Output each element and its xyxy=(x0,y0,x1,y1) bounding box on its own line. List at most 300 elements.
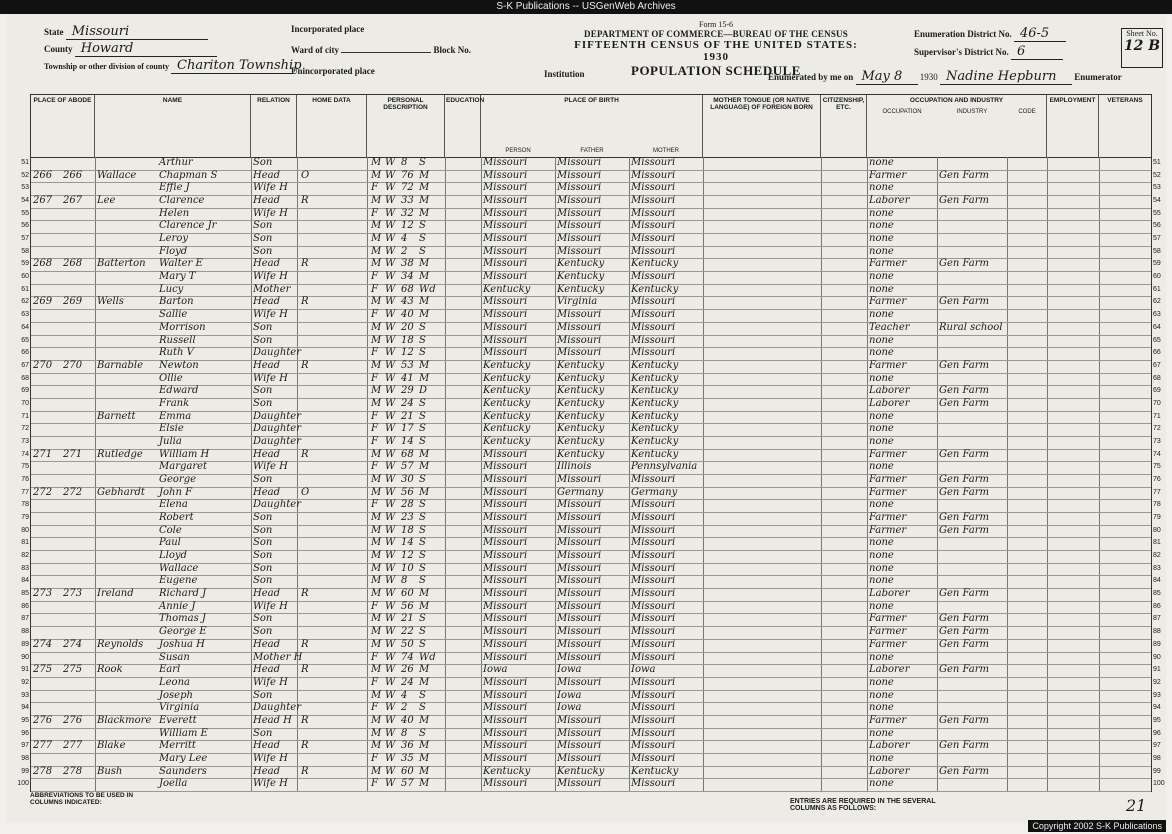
cell-birth: Missouri xyxy=(483,537,528,549)
cell-own xyxy=(301,284,315,296)
line-number: 52 xyxy=(21,171,29,179)
cell-surname xyxy=(97,753,159,765)
line-number: 57 xyxy=(21,235,29,243)
line-number-right: 54 xyxy=(1153,197,1161,205)
cell-rel: Mother H xyxy=(253,651,303,663)
cell-surname xyxy=(97,461,159,473)
line-number-right: 89 xyxy=(1153,640,1161,648)
line-number: 86 xyxy=(21,602,29,610)
cell-age: 35 xyxy=(401,752,414,764)
cell-rel: Wife H xyxy=(253,752,288,764)
cell-dw xyxy=(33,233,61,245)
incorporated-label: Incorporated place xyxy=(291,24,365,34)
supervisor-field xyxy=(914,44,1063,60)
cell-rel: Son xyxy=(253,512,273,524)
cell-rel: Head xyxy=(253,448,281,460)
cell-birth: Missouri xyxy=(483,588,528,600)
table-row xyxy=(21,689,1161,704)
line-number: 79 xyxy=(21,514,29,522)
line-number-right: 91 xyxy=(1153,666,1161,674)
col-name: NAME xyxy=(95,95,251,157)
cell-birth: Kentucky xyxy=(483,372,531,384)
line-number: 76 xyxy=(21,476,29,483)
cell-race: W xyxy=(385,157,396,168)
table-row xyxy=(21,258,1161,272)
cell-age: 43 xyxy=(401,296,414,308)
cell-rel: Wife H xyxy=(253,207,288,219)
line-number-right: 71 xyxy=(1153,412,1161,420)
cell-own: R xyxy=(301,638,309,650)
cell-fam xyxy=(63,347,93,359)
cell-race: W xyxy=(385,397,396,409)
cell-dw xyxy=(33,626,61,638)
cell-father: Kentucky xyxy=(557,283,605,295)
cell-mar: S xyxy=(419,727,426,739)
cell-surname: Barnable xyxy=(97,359,144,371)
cell-birth: Missouri xyxy=(483,271,528,283)
cell-race: W xyxy=(385,271,396,283)
cell-given: John F xyxy=(159,486,193,498)
cell-race: W xyxy=(385,410,396,422)
line-number: 96 xyxy=(21,729,29,737)
cell-mar: S xyxy=(419,499,426,511)
cell-own: R xyxy=(301,296,309,308)
line-number-right: 95 xyxy=(1153,716,1161,724)
cell-mar: S xyxy=(419,512,426,524)
line-number: 88 xyxy=(21,628,29,636)
cell-own: R xyxy=(301,359,309,371)
cell-race: W xyxy=(385,714,396,726)
cell-ind xyxy=(939,208,1007,220)
cell-age: 28 xyxy=(401,499,414,511)
col-mother: MOTHER xyxy=(653,148,679,154)
cell-fam xyxy=(63,728,93,740)
line-number: 97 xyxy=(21,742,29,750)
cell-fam xyxy=(63,575,93,587)
cell-occ: none xyxy=(869,752,894,764)
cell-occ: none xyxy=(869,207,894,219)
column-headers xyxy=(31,95,1151,158)
cell-given: Helen xyxy=(159,207,190,219)
cell-ind: Rural school xyxy=(939,321,1003,333)
cell-occ: none xyxy=(869,499,894,511)
cell-race: W xyxy=(385,296,396,308)
cell-occ: none xyxy=(869,562,894,574)
line-number: 98 xyxy=(21,754,29,762)
cell-race: W xyxy=(385,207,396,219)
cell-sex: F xyxy=(371,676,378,688)
cell-father: Missouri xyxy=(557,550,602,562)
cell-own xyxy=(301,208,315,220)
cell-mar: M xyxy=(419,752,430,764)
cell-own xyxy=(301,652,315,664)
line-number: 81 xyxy=(21,539,29,547)
cell-own: R xyxy=(301,195,309,207)
cell-surname xyxy=(97,347,159,359)
cell-surname xyxy=(97,233,159,245)
cell-sex: F xyxy=(371,410,378,422)
cell-own xyxy=(301,246,315,258)
cell-ind xyxy=(939,690,1007,702)
cell-father: Missouri xyxy=(557,207,602,219)
cell-race: W xyxy=(385,334,396,346)
cell-birth: Missouri xyxy=(483,613,528,625)
table-row xyxy=(21,499,1161,513)
cell-rel: Son xyxy=(253,613,273,625)
cell-ind xyxy=(939,157,1007,169)
cell-race: W xyxy=(385,562,396,574)
cell-age: 38 xyxy=(401,258,414,270)
cell-fam xyxy=(63,677,93,689)
cell-age: 68 xyxy=(401,283,414,295)
cell-dw xyxy=(33,525,61,537)
cell-own: R xyxy=(301,740,309,752)
cell-surname xyxy=(97,322,159,334)
cell-dw: 275 xyxy=(33,664,53,676)
cell-age: 8 xyxy=(401,575,408,587)
cell-father: Kentucky xyxy=(557,448,605,460)
line-number: 63 xyxy=(21,311,29,319)
cell-father: Iowa xyxy=(557,702,582,714)
cell-father: Kentucky xyxy=(557,359,605,371)
enum-district-label: Enumeration District No. xyxy=(914,29,1012,39)
cell-father: Missouri xyxy=(557,233,602,245)
cell-own: O xyxy=(301,169,310,181)
cell-mar: S xyxy=(419,157,426,168)
cell-father: Missouri xyxy=(557,752,602,764)
cell-own xyxy=(301,385,315,397)
cell-ind xyxy=(939,537,1007,549)
cell-mother: Missouri xyxy=(631,207,676,219)
line-number: 60 xyxy=(21,273,29,281)
cell-occ: Farmer xyxy=(869,169,907,181)
cell-mother: Missouri xyxy=(631,245,676,257)
cell-father: Missouri xyxy=(557,182,602,194)
cell-fam xyxy=(63,537,93,549)
cell-birth: Missouri xyxy=(483,474,528,485)
cell-rel: Head xyxy=(253,765,281,777)
line-number: 53 xyxy=(21,184,29,192)
cell-father: Missouri xyxy=(557,651,602,663)
line-number-right: 55 xyxy=(1153,209,1161,217)
cell-mother: Kentucky xyxy=(631,423,679,435)
cell-dw xyxy=(33,335,61,347)
cell-given: Mary Lee xyxy=(159,752,208,764)
cell-ind: Gen Farm xyxy=(939,397,990,409)
incorporated-field xyxy=(291,24,364,34)
page-number: 21 xyxy=(1126,796,1147,815)
cell-own: R xyxy=(301,664,309,676)
cell-sex: F xyxy=(371,435,378,447)
cell-fam xyxy=(63,411,93,423)
cell-race: W xyxy=(385,182,396,194)
cell-own xyxy=(301,411,315,423)
cell-rel: Head xyxy=(253,169,281,181)
cell-given: Wallace xyxy=(159,562,199,574)
cell-surname: Lee xyxy=(97,195,116,207)
cell-mother: Kentucky xyxy=(631,435,679,447)
county-value: Howard xyxy=(75,41,217,57)
cell-dw: 278 xyxy=(33,765,53,777)
cell-age: 12 xyxy=(401,550,414,562)
cell-given: Arthur xyxy=(159,157,193,168)
cell-mar: S xyxy=(419,423,426,435)
cell-mar: M xyxy=(419,372,430,384)
cell-given: Margaret xyxy=(159,461,208,473)
cell-race: W xyxy=(385,448,396,460)
cell-mar: M xyxy=(419,765,430,777)
cell-age: 24 xyxy=(401,397,414,409)
line-number: 94 xyxy=(21,704,29,712)
cell-age: 4 xyxy=(401,233,408,245)
cell-occ: none xyxy=(869,689,894,701)
line-number: 85 xyxy=(21,590,29,598)
cell-fam xyxy=(63,652,93,664)
cell-sex: M xyxy=(371,169,382,181)
cell-sex: M xyxy=(371,474,382,485)
cell-race: W xyxy=(385,359,396,371)
table-row xyxy=(21,550,1161,564)
cell-own xyxy=(301,575,315,587)
cell-occ: Farmer xyxy=(869,638,907,650)
cell-sex: F xyxy=(371,347,378,359)
cell-given: Leroy xyxy=(159,233,189,245)
line-number: 84 xyxy=(21,577,29,585)
cell-dw xyxy=(33,411,61,423)
cell-sex: M xyxy=(371,258,382,270)
cell-mar: S xyxy=(419,347,426,359)
cell-occ: Farmer xyxy=(869,486,907,498)
state-label: State xyxy=(44,27,64,37)
cell-mother: Missouri xyxy=(631,220,676,232)
cell-birth: Missouri xyxy=(483,651,528,663)
cell-dw: 271 xyxy=(33,448,53,460)
cell-sex: M xyxy=(371,575,382,587)
enumerated-field xyxy=(768,69,1122,85)
cell-occ: Farmer xyxy=(869,258,907,270)
cell-sex: F xyxy=(371,271,378,283)
cell-occ: Farmer xyxy=(869,626,907,638)
cell-birth: Missouri xyxy=(483,169,528,181)
cell-race: W xyxy=(385,638,396,650)
cell-sex: F xyxy=(371,309,378,321)
line-number-right: 52 xyxy=(1153,171,1161,179)
cell-given: Frank xyxy=(159,397,190,409)
cell-birth: Kentucky xyxy=(483,435,531,447)
cell-own xyxy=(301,601,315,613)
cell-fam xyxy=(63,563,93,575)
cell-dw xyxy=(33,157,61,169)
cell-mar: Wd xyxy=(419,651,436,663)
cell-rel: Son xyxy=(253,474,273,485)
cell-rel: Son xyxy=(253,321,273,333)
cell-rel: Son xyxy=(253,233,273,245)
cell-occ: none xyxy=(869,778,894,790)
cell-father: Kentucky xyxy=(557,765,605,777)
cell-mar: M xyxy=(419,740,430,752)
cell-given: Clarence Jr xyxy=(159,220,217,232)
cell-mar: S xyxy=(419,245,426,257)
cell-rel: Head xyxy=(253,359,281,371)
cell-sex: F xyxy=(371,702,378,714)
cell-own xyxy=(301,220,315,232)
table-row xyxy=(21,385,1161,399)
cell-mar: S xyxy=(419,474,426,485)
enumerated-date: May 8 xyxy=(856,69,918,85)
cell-ind: Gen Farm xyxy=(939,613,990,625)
cell-sex: M xyxy=(371,626,382,638)
table-row xyxy=(21,575,1161,589)
cell-surname xyxy=(97,208,159,220)
line-number: 54 xyxy=(21,197,29,205)
cell-rel: Wife H xyxy=(253,778,288,790)
cell-race: W xyxy=(385,372,396,384)
census-sheet xyxy=(6,14,1166,822)
cell-sex: M xyxy=(371,740,382,752)
cell-birth: Missouri xyxy=(483,512,528,524)
cell-fam xyxy=(63,512,93,524)
cell-rel: Head xyxy=(253,296,281,308)
line-number-right: 65 xyxy=(1153,336,1161,344)
cell-dw xyxy=(33,284,61,296)
cell-rel: Son xyxy=(253,220,273,232)
cell-age: 68 xyxy=(401,448,414,460)
cell-dw xyxy=(33,677,61,689)
cell-father: Kentucky xyxy=(557,372,605,384)
cell-mar: M xyxy=(419,271,430,283)
table-row xyxy=(21,638,1161,653)
col-industry: INDUSTRY xyxy=(956,109,988,115)
cell-age: 24 xyxy=(401,676,414,688)
cell-race: W xyxy=(385,220,396,232)
table-row xyxy=(21,283,1161,298)
cell-race: W xyxy=(385,588,396,600)
cell-surname: Blackmore xyxy=(97,714,152,726)
entries-note: ENTRIES ARE REQUIRED IN THE SEVERAL COLUMNS AS FOLLOWS: xyxy=(790,798,936,812)
cell-fam: 272 xyxy=(63,486,83,498)
cell-ind xyxy=(939,271,1007,283)
cell-dw xyxy=(33,512,61,524)
cell-age: 23 xyxy=(401,512,414,524)
cell-age: 40 xyxy=(401,714,414,726)
cell-fam xyxy=(63,601,93,613)
cell-dw xyxy=(33,246,61,258)
cell-dw: 268 xyxy=(33,258,53,270)
cell-mar: S xyxy=(419,524,426,536)
line-number: 77 xyxy=(21,488,29,496)
cell-fam xyxy=(63,220,93,232)
cell-dw: 270 xyxy=(33,359,53,371)
enumerated-label: Enumerated by me on xyxy=(768,72,854,82)
cell-dw xyxy=(33,182,61,194)
cell-mar: M xyxy=(419,207,430,219)
cell-sex: F xyxy=(371,182,378,194)
cell-mar: M xyxy=(419,309,430,321)
cell-dw xyxy=(33,347,61,359)
cell-age: 34 xyxy=(401,271,414,283)
cell-sex: M xyxy=(371,588,382,600)
cell-occ: Teacher xyxy=(869,321,910,333)
table-row xyxy=(21,588,1161,602)
cell-occ: none xyxy=(869,372,894,384)
cell-dw xyxy=(33,322,61,334)
cell-age: 30 xyxy=(401,474,414,485)
cell-surname: Reynolds xyxy=(97,638,144,650)
cell-dw: 277 xyxy=(33,740,53,752)
cell-sex: M xyxy=(371,714,382,726)
cell-occ: none xyxy=(869,702,894,714)
cell-mother: Missouri xyxy=(631,537,676,549)
cell-occ: none xyxy=(869,550,894,562)
line-number-right: 60 xyxy=(1153,273,1161,281)
table-row xyxy=(21,296,1161,310)
cell-occ: Laborer xyxy=(869,588,910,600)
line-number-right: 76 xyxy=(1153,476,1161,483)
cell-surname xyxy=(97,335,159,347)
col-veterans: VETERANS xyxy=(1107,97,1143,104)
cell-rel: Son xyxy=(253,385,273,397)
cell-rel: Wife H xyxy=(253,372,288,384)
line-number: 51 xyxy=(21,159,29,166)
cell-dw xyxy=(33,499,61,511)
cell-given: Everett xyxy=(159,714,197,726)
cell-birth: Missouri xyxy=(483,448,528,460)
cell-sex: F xyxy=(371,423,378,435)
table-row xyxy=(21,600,1161,615)
cell-rel: Head xyxy=(253,195,281,207)
unincorporated-field xyxy=(291,66,375,76)
cell-birth: Missouri xyxy=(483,626,528,638)
cell-mother: Kentucky xyxy=(631,765,679,777)
cell-fam: 274 xyxy=(63,638,83,650)
cell-own xyxy=(301,423,315,435)
cell-rel: Head xyxy=(253,638,281,650)
sheet-label: Sheet No. xyxy=(1126,29,1158,38)
table-row xyxy=(21,664,1161,678)
cell-father: Missouri xyxy=(557,321,602,333)
line-number-right: 68 xyxy=(1153,374,1161,382)
cell-race: W xyxy=(385,664,396,676)
cell-fam xyxy=(63,373,93,385)
cell-race: W xyxy=(385,740,396,752)
cell-rel: Daughter xyxy=(253,702,301,714)
enumerator-name: Nadine Hepburn xyxy=(940,69,1072,85)
col-home: HOME DATA xyxy=(297,95,367,157)
cell-sex: M xyxy=(371,512,382,524)
cell-race: W xyxy=(385,169,396,181)
line-number-right: 57 xyxy=(1153,235,1161,243)
cell-mother: Kentucky xyxy=(631,397,679,409)
cell-mother: Missouri xyxy=(631,714,676,726)
cell-age: 56 xyxy=(401,600,414,612)
cell-birth: Missouri xyxy=(483,296,528,308)
cell-occ: none xyxy=(869,423,894,435)
supervisor-label: Supervisor's District No. xyxy=(914,47,1009,57)
cell-age: 12 xyxy=(401,220,414,232)
cell-given: Annie J xyxy=(159,600,196,612)
cell-dw xyxy=(33,613,61,625)
table-row xyxy=(21,486,1161,501)
cell-mother: Missouri xyxy=(631,689,676,701)
cell-ind: Gen Farm xyxy=(939,296,990,308)
cell-father: Missouri xyxy=(557,562,602,574)
cell-rel: Wife H xyxy=(253,600,288,612)
cell-sex: M xyxy=(371,220,382,232)
cell-birth: Missouri xyxy=(483,195,528,207)
cell-mother: Missouri xyxy=(631,169,676,181)
cell-mother: Germany xyxy=(631,486,678,498)
cell-dw xyxy=(33,398,61,410)
